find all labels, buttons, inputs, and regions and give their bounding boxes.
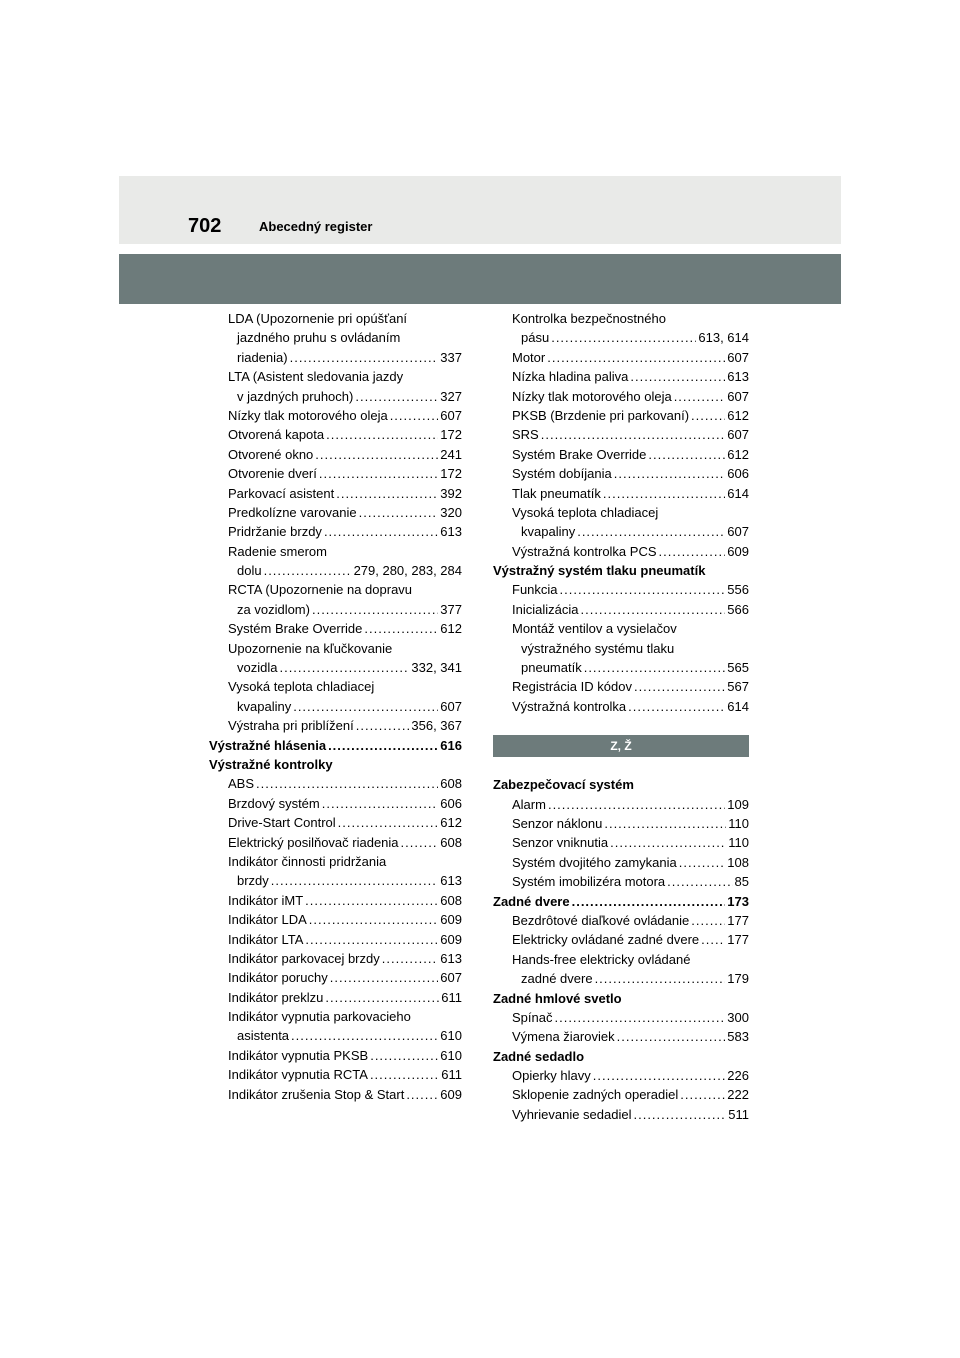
index-list-right-bottom [493, 775, 749, 1124]
index-entry-text: Otvorené okno [228, 446, 314, 462]
index-entry-text: Senzor náklonu [512, 815, 603, 831]
header-band [119, 176, 841, 244]
index-list-right-top [493, 309, 749, 716]
index-entry-page[interactable]: 337 [440, 349, 462, 365]
dot-leader [315, 445, 438, 464]
index-entry-page[interactable]: 173 [727, 893, 749, 909]
index-entry-page[interactable]: 606 [727, 466, 749, 482]
index-entry-page[interactable]: 607 [727, 524, 749, 540]
index-entry [209, 1065, 462, 1084]
index-entry-text: Senzor vniknutia [512, 835, 609, 851]
index-entry [209, 425, 462, 444]
dot-leader [325, 988, 439, 1007]
index-entry [493, 406, 749, 425]
index-entry-page[interactable]: 607 [440, 698, 462, 714]
dot-leader [701, 930, 725, 949]
index-entry [209, 813, 462, 832]
dot-leader [628, 697, 725, 716]
index-entry-text: Elektrický posilňovač riadenia [228, 834, 399, 850]
index-entry-page[interactable]: 609 [440, 912, 462, 928]
dot-leader [674, 387, 726, 406]
dot-leader [547, 348, 725, 367]
index-entry-page[interactable]: 109 [727, 796, 749, 812]
index-entry-text: Systém dvojitého zamykania [512, 854, 677, 870]
index-entry-page[interactable]: 392 [440, 485, 462, 501]
index-entry-page[interactable]: 609 [440, 931, 462, 947]
index-entry [493, 619, 749, 638]
index-entry-text: brzdy [237, 873, 269, 889]
index-entry-text: Kontrolka bezpečnostného [512, 311, 666, 326]
index-entry-page[interactable]: 279, 280, 283, 284 [353, 563, 462, 579]
index-entry-page[interactable]: 608 [440, 834, 462, 850]
index-entry [209, 658, 462, 677]
index-entry [493, 930, 749, 949]
dot-leader [356, 716, 410, 735]
dot-leader [328, 736, 438, 755]
index-entry-page[interactable]: 565 [727, 660, 749, 676]
index-entry-text: PKSB (Brzdenie pri parkovaní) [512, 407, 690, 423]
index-entry-text: Tlak pneumatík [512, 485, 601, 501]
index-entry-text: Indikátor preklzu [228, 989, 324, 1005]
index-entry [493, 367, 749, 386]
index-entry-page[interactable]: 610 [440, 1028, 462, 1044]
index-entry-page[interactable]: 606 [440, 795, 462, 811]
index-entry [493, 484, 749, 503]
dot-leader [338, 813, 439, 832]
dot-leader [370, 1065, 439, 1084]
index-entry-page[interactable]: 613 [440, 524, 462, 540]
index-entry-page[interactable]: 613 [727, 369, 749, 385]
dot-leader [691, 911, 725, 930]
index-entry-page[interactable]: 556 [727, 582, 749, 598]
index-entry-text: jazdného pruhu s ovládaním [237, 330, 401, 346]
dot-leader [634, 677, 725, 696]
index-entry [493, 892, 749, 911]
index-entry [209, 930, 462, 949]
index-entry-text: Výstražné hlásenia [209, 737, 327, 753]
index-column-right [493, 309, 749, 1124]
index-entry-text: kvapaliny [237, 698, 292, 714]
index-entry [493, 522, 749, 541]
index-entry-text: vozidla [237, 660, 278, 676]
index-entry [209, 891, 462, 910]
index-entry-page[interactable]: 616 [440, 737, 462, 753]
index-entry-text: Indikátor iMT [228, 892, 304, 908]
index-entry [209, 852, 462, 871]
index-entry-page[interactable]: 607 [440, 407, 462, 423]
dot-leader [572, 892, 726, 911]
index-entry [209, 1026, 462, 1045]
index-entry-page[interactable]: 327 [440, 388, 462, 404]
index-entry-text: Indikátor zrušenia Stop & Start [228, 1086, 405, 1102]
index-entry [493, 969, 749, 988]
index-entry [209, 1007, 462, 1026]
index-entry-page[interactable]: 611 [441, 1067, 462, 1083]
index-entry-text: Opierky hlavy [512, 1068, 591, 1084]
index-entry [493, 1008, 749, 1027]
index-entry-page[interactable]: 566 [727, 601, 749, 617]
index-entry-page[interactable]: 567 [727, 679, 749, 695]
index-entry [209, 968, 462, 987]
dot-leader [610, 833, 726, 852]
index-entry [493, 1066, 749, 1085]
dot-leader [614, 464, 726, 483]
index-entry [493, 503, 749, 522]
dot-leader [603, 484, 725, 503]
index-entry-page[interactable]: 110 [728, 835, 749, 851]
index-entry [493, 639, 749, 658]
index-entry-text: Spínač [512, 1009, 553, 1025]
index-entry-page[interactable]: 241 [440, 446, 462, 462]
index-entry [493, 348, 749, 367]
index-entry [209, 677, 462, 696]
dot-leader [580, 600, 725, 619]
index-entry [493, 561, 749, 580]
index-entry-text: LTA (Asistent sledovania jazdy [228, 369, 404, 385]
index-entry-text: Výstražné kontrolky [209, 756, 333, 772]
index-entry-text: Vyhrievanie sedadiel [512, 1106, 632, 1122]
index-entry [209, 736, 462, 755]
index-entry-page[interactable]: 222 [727, 1087, 749, 1103]
index-entry-page[interactable]: 612 [440, 815, 462, 831]
header-dark-band [119, 254, 841, 304]
index-entry-page[interactable]: 608 [440, 776, 462, 792]
index-entry [209, 309, 462, 328]
index-entry-text: Výstražná kontrolka [512, 698, 627, 714]
dot-leader [290, 348, 439, 367]
index-entry-page[interactable]: 172 [440, 427, 462, 443]
index-entry [493, 950, 749, 969]
index-entry-text: Pridržanie brzdy [228, 524, 322, 540]
index-entry-text: pneumatík [521, 660, 582, 676]
index-entry-page[interactable]: 177 [727, 912, 749, 928]
dot-leader [364, 619, 438, 638]
index-entry-text: Vysoká teplota chladiacej [512, 504, 659, 520]
index-entry-page[interactable]: 583 [727, 1029, 749, 1045]
dot-leader [659, 542, 726, 561]
index-entry-text: Zadné dvere [493, 893, 570, 909]
index-entry [493, 1085, 749, 1104]
dot-leader [554, 1008, 725, 1027]
index-entry-text: SRS [512, 427, 539, 443]
index-entry [209, 833, 462, 852]
index-entry-text: Registrácia ID kódov [512, 679, 632, 695]
dot-leader [648, 445, 725, 464]
index-entry-page[interactable]: 608 [440, 892, 462, 908]
index-entry [493, 853, 749, 872]
dot-leader [577, 522, 725, 541]
dot-leader [551, 328, 696, 347]
index-entry-page[interactable]: 609 [727, 543, 749, 559]
index-entry [209, 794, 462, 813]
index-entry-text: asistenta [237, 1028, 290, 1044]
index-entry-text: Zadné sedadlo [493, 1048, 585, 1064]
index-entry-page[interactable]: 612 [440, 621, 462, 637]
index-entry-text: Funkcia [512, 582, 558, 598]
running-title: Abecedný register [259, 219, 373, 234]
index-entry-text: Výstražná kontrolka PCS [512, 543, 657, 559]
dot-leader [593, 1066, 726, 1085]
index-entry-text: RCTA (Upozornenie na dopravu [228, 582, 413, 598]
index-entry-page[interactable]: 172 [440, 466, 462, 482]
index-entry [493, 1047, 749, 1066]
index-entry-text: výstražného systému tlaku [521, 640, 675, 656]
index-entry-page[interactable]: 609 [440, 1086, 462, 1102]
index-entry-text: ABS [228, 776, 255, 792]
index-entry-text: Montáž ventilov a vysielačov [512, 621, 677, 637]
index-entry-text: Indikátor LDA [228, 912, 307, 928]
index-entry [209, 542, 462, 561]
dot-leader [617, 1027, 726, 1046]
page-number: 702 [188, 215, 222, 237]
index-entry [493, 872, 749, 891]
index-entry [209, 561, 462, 580]
dot-leader [319, 464, 438, 483]
dot-leader [305, 930, 438, 949]
index-entry-text: kvapaliny [521, 524, 576, 540]
index-entry [493, 1027, 749, 1046]
index-entry-text: Radenie smerom [228, 543, 327, 559]
index-entry [493, 814, 749, 833]
index-entry-text: Drive-Start Control [228, 815, 336, 831]
index-entry-page[interactable]: 300 [727, 1009, 749, 1025]
index-entry [209, 328, 462, 347]
index-entry-page[interactable]: 607 [727, 427, 749, 443]
index-entry-text: Motor [512, 349, 546, 365]
index-entry-text: Parkovací asistent [228, 485, 335, 501]
index-entry [209, 348, 462, 367]
dot-leader [336, 484, 438, 503]
index-entry-text: Inicializácia [512, 601, 579, 617]
dot-leader [679, 853, 726, 872]
index-entry-text: Indikátor činnosti pridržania [228, 853, 387, 869]
index-entry-page[interactable]: 614 [727, 698, 749, 714]
index-entry-page[interactable]: 611 [441, 989, 462, 1005]
dot-leader [291, 1026, 438, 1045]
dot-leader [271, 871, 439, 890]
index-entry-text: Hands-free elektricky ovládané [512, 951, 691, 967]
index-entry-page[interactable]: 612 [727, 407, 749, 423]
index-entry-text: Výstražný systém tlaku pneumatík [493, 563, 706, 579]
index-entry-page[interactable]: 85 [734, 874, 749, 890]
index-entry [493, 697, 749, 716]
index-entry-text: Vysoká teplota chladiacej [228, 679, 375, 695]
index-entry-text: Zadné hmlové svetlo [493, 990, 622, 1006]
dot-leader [256, 774, 438, 793]
dot-leader [382, 949, 439, 968]
index-column-left [209, 309, 462, 1104]
index-entry-text: Indikátor vypnutia parkovacieho [228, 1009, 411, 1025]
index-entry-page[interactable]: 612 [727, 446, 749, 462]
index-entry-page[interactable]: 320 [440, 504, 462, 520]
index-entry-page[interactable]: 177 [727, 932, 749, 948]
index-entry-page[interactable]: 356, 367 [411, 718, 462, 734]
index-entry-page[interactable]: 613 [440, 873, 462, 889]
index-entry-text: Zabezpečovací systém [493, 777, 634, 793]
index-entry [493, 387, 749, 406]
dot-leader [633, 1105, 726, 1124]
index-entry-text: Bezdrôtové diaľkové ovládanie [512, 912, 690, 928]
index-entry-page[interactable]: 332, 341 [411, 660, 462, 676]
index-entry [209, 1085, 462, 1104]
index-entry-text: Otvorenie dverí [228, 466, 317, 482]
dot-leader [548, 795, 725, 814]
index-entry-page[interactable]: 607 [727, 388, 749, 404]
dot-leader [355, 387, 438, 406]
dot-leader [667, 872, 732, 891]
index-entry [209, 639, 462, 658]
dot-leader [264, 561, 352, 580]
index-entry [209, 484, 462, 503]
index-entry [493, 425, 749, 444]
index-entry-page[interactable]: 614 [727, 485, 749, 501]
dot-leader [390, 406, 439, 425]
index-entry [209, 580, 462, 599]
index-entry-page[interactable]: 226 [727, 1068, 749, 1084]
index-entry-text: Indikátor vypnutia PKSB [228, 1047, 369, 1063]
index-entry [493, 658, 749, 677]
index-entry [209, 619, 462, 638]
index-entry-text: riadenia) [237, 349, 288, 365]
dot-leader [595, 969, 726, 988]
index-entry [493, 328, 749, 347]
index-entry [209, 367, 462, 386]
index-entry [493, 833, 749, 852]
index-entry-text: zadné dvere [521, 971, 593, 987]
index-entry-text: Brzdový systém [228, 795, 320, 811]
index-entry [493, 542, 749, 561]
index-entry-text: Indikátor LTA [228, 931, 304, 947]
index-entry-text: Systém dobíjania [512, 466, 612, 482]
dot-leader [560, 580, 726, 599]
index-entry-page[interactable]: 110 [728, 815, 749, 831]
dot-leader [322, 794, 439, 813]
index-entry [493, 1105, 749, 1124]
index-entry-page[interactable]: 607 [440, 970, 462, 986]
index-entry [209, 445, 462, 464]
index-entry-text: Systém Brake Override [228, 621, 363, 637]
index-entry-page[interactable]: 610 [440, 1047, 462, 1063]
index-entry-text: za vozidlom) [237, 601, 310, 617]
dot-leader [326, 425, 438, 444]
dot-leader [370, 1046, 438, 1065]
index-entry [209, 988, 462, 1007]
dot-leader [279, 658, 409, 677]
index-entry-text: Indikátor vypnutia RCTA [228, 1067, 368, 1083]
index-entry [209, 910, 462, 929]
index-entry [209, 503, 462, 522]
index-entry [493, 911, 749, 930]
index-entry [209, 600, 462, 619]
index-entry-text: Systém imobilizéra motora [512, 874, 666, 890]
index-entry-text: pásu [521, 330, 550, 346]
index-entry [493, 775, 749, 794]
index-entry [493, 309, 749, 328]
index-entry [209, 774, 462, 793]
index-entry [209, 871, 462, 890]
index-entry-text: Sklopenie zadných operadiel [512, 1087, 679, 1103]
index-entry-page[interactable]: 179 [727, 971, 749, 987]
dot-leader [691, 406, 725, 425]
index-entry-text: Otvorená kapota [228, 427, 325, 443]
dot-leader [324, 522, 438, 541]
index-entry-text: Nízka hladina paliva [512, 369, 629, 385]
index-entry-text: Výstraha pri priblížení [228, 718, 354, 734]
index-entry [493, 445, 749, 464]
index-entry-text: Indikátor parkovacej brzdy [228, 950, 380, 966]
index-entry-text: dolu [237, 563, 262, 579]
index-entry-text: Predkolízne varovanie [228, 504, 357, 520]
index-entry-page[interactable]: 377 [440, 601, 462, 617]
dot-leader [330, 968, 439, 987]
dot-leader [305, 891, 438, 910]
section-heading-z: Z, Ž [493, 735, 749, 757]
index-entry [209, 406, 462, 425]
dot-leader [541, 425, 726, 444]
index-entry-text: LDA (Upozornenie pri opúšťaní [228, 311, 408, 326]
index-entry-text: Upozornenie na kľučkovanie [228, 640, 393, 656]
index-entry [493, 795, 749, 814]
index-entry-text: Alarm [512, 796, 546, 812]
index-entry-page[interactable]: 511 [728, 1106, 749, 1122]
index-entry-text: v jazdných pruhoch) [237, 388, 354, 404]
dot-leader [359, 503, 439, 522]
index-entry-text: Nízky tlak motorového oleja [512, 388, 672, 404]
dot-leader [630, 367, 725, 386]
index-entry-page[interactable]: 607 [727, 349, 749, 365]
index-entry-text: Elektricky ovládané zadné dvere [512, 932, 700, 948]
dot-leader [584, 658, 726, 677]
index-entry-text: Indikátor poruchy [228, 970, 328, 986]
index-entry [209, 1046, 462, 1065]
dot-leader [293, 697, 438, 716]
index-entry [493, 600, 749, 619]
index-entry [209, 464, 462, 483]
dot-leader [604, 814, 726, 833]
index-entry-page[interactable]: 613, 614 [698, 330, 749, 346]
dot-leader [401, 833, 439, 852]
index-entry-page[interactable]: 613 [440, 950, 462, 966]
index-entry [209, 755, 462, 774]
dot-leader [312, 600, 438, 619]
index-entry-text: Systém Brake Override [512, 446, 647, 462]
index-entry [493, 580, 749, 599]
index-entry [209, 716, 462, 735]
index-entry [493, 989, 749, 1008]
index-entry [493, 677, 749, 696]
dot-leader [680, 1085, 725, 1104]
index-entry-text: Výmena žiaroviek [512, 1029, 615, 1045]
dot-leader [406, 1085, 438, 1104]
dot-leader [309, 910, 439, 929]
index-entry [209, 522, 462, 541]
index-entry [493, 464, 749, 483]
index-entry [209, 387, 462, 406]
index-entry [209, 697, 462, 716]
index-entry [209, 949, 462, 968]
index-entry-text: Nízky tlak motorového oleja [228, 407, 388, 423]
index-entry-page[interactable]: 108 [727, 854, 749, 870]
